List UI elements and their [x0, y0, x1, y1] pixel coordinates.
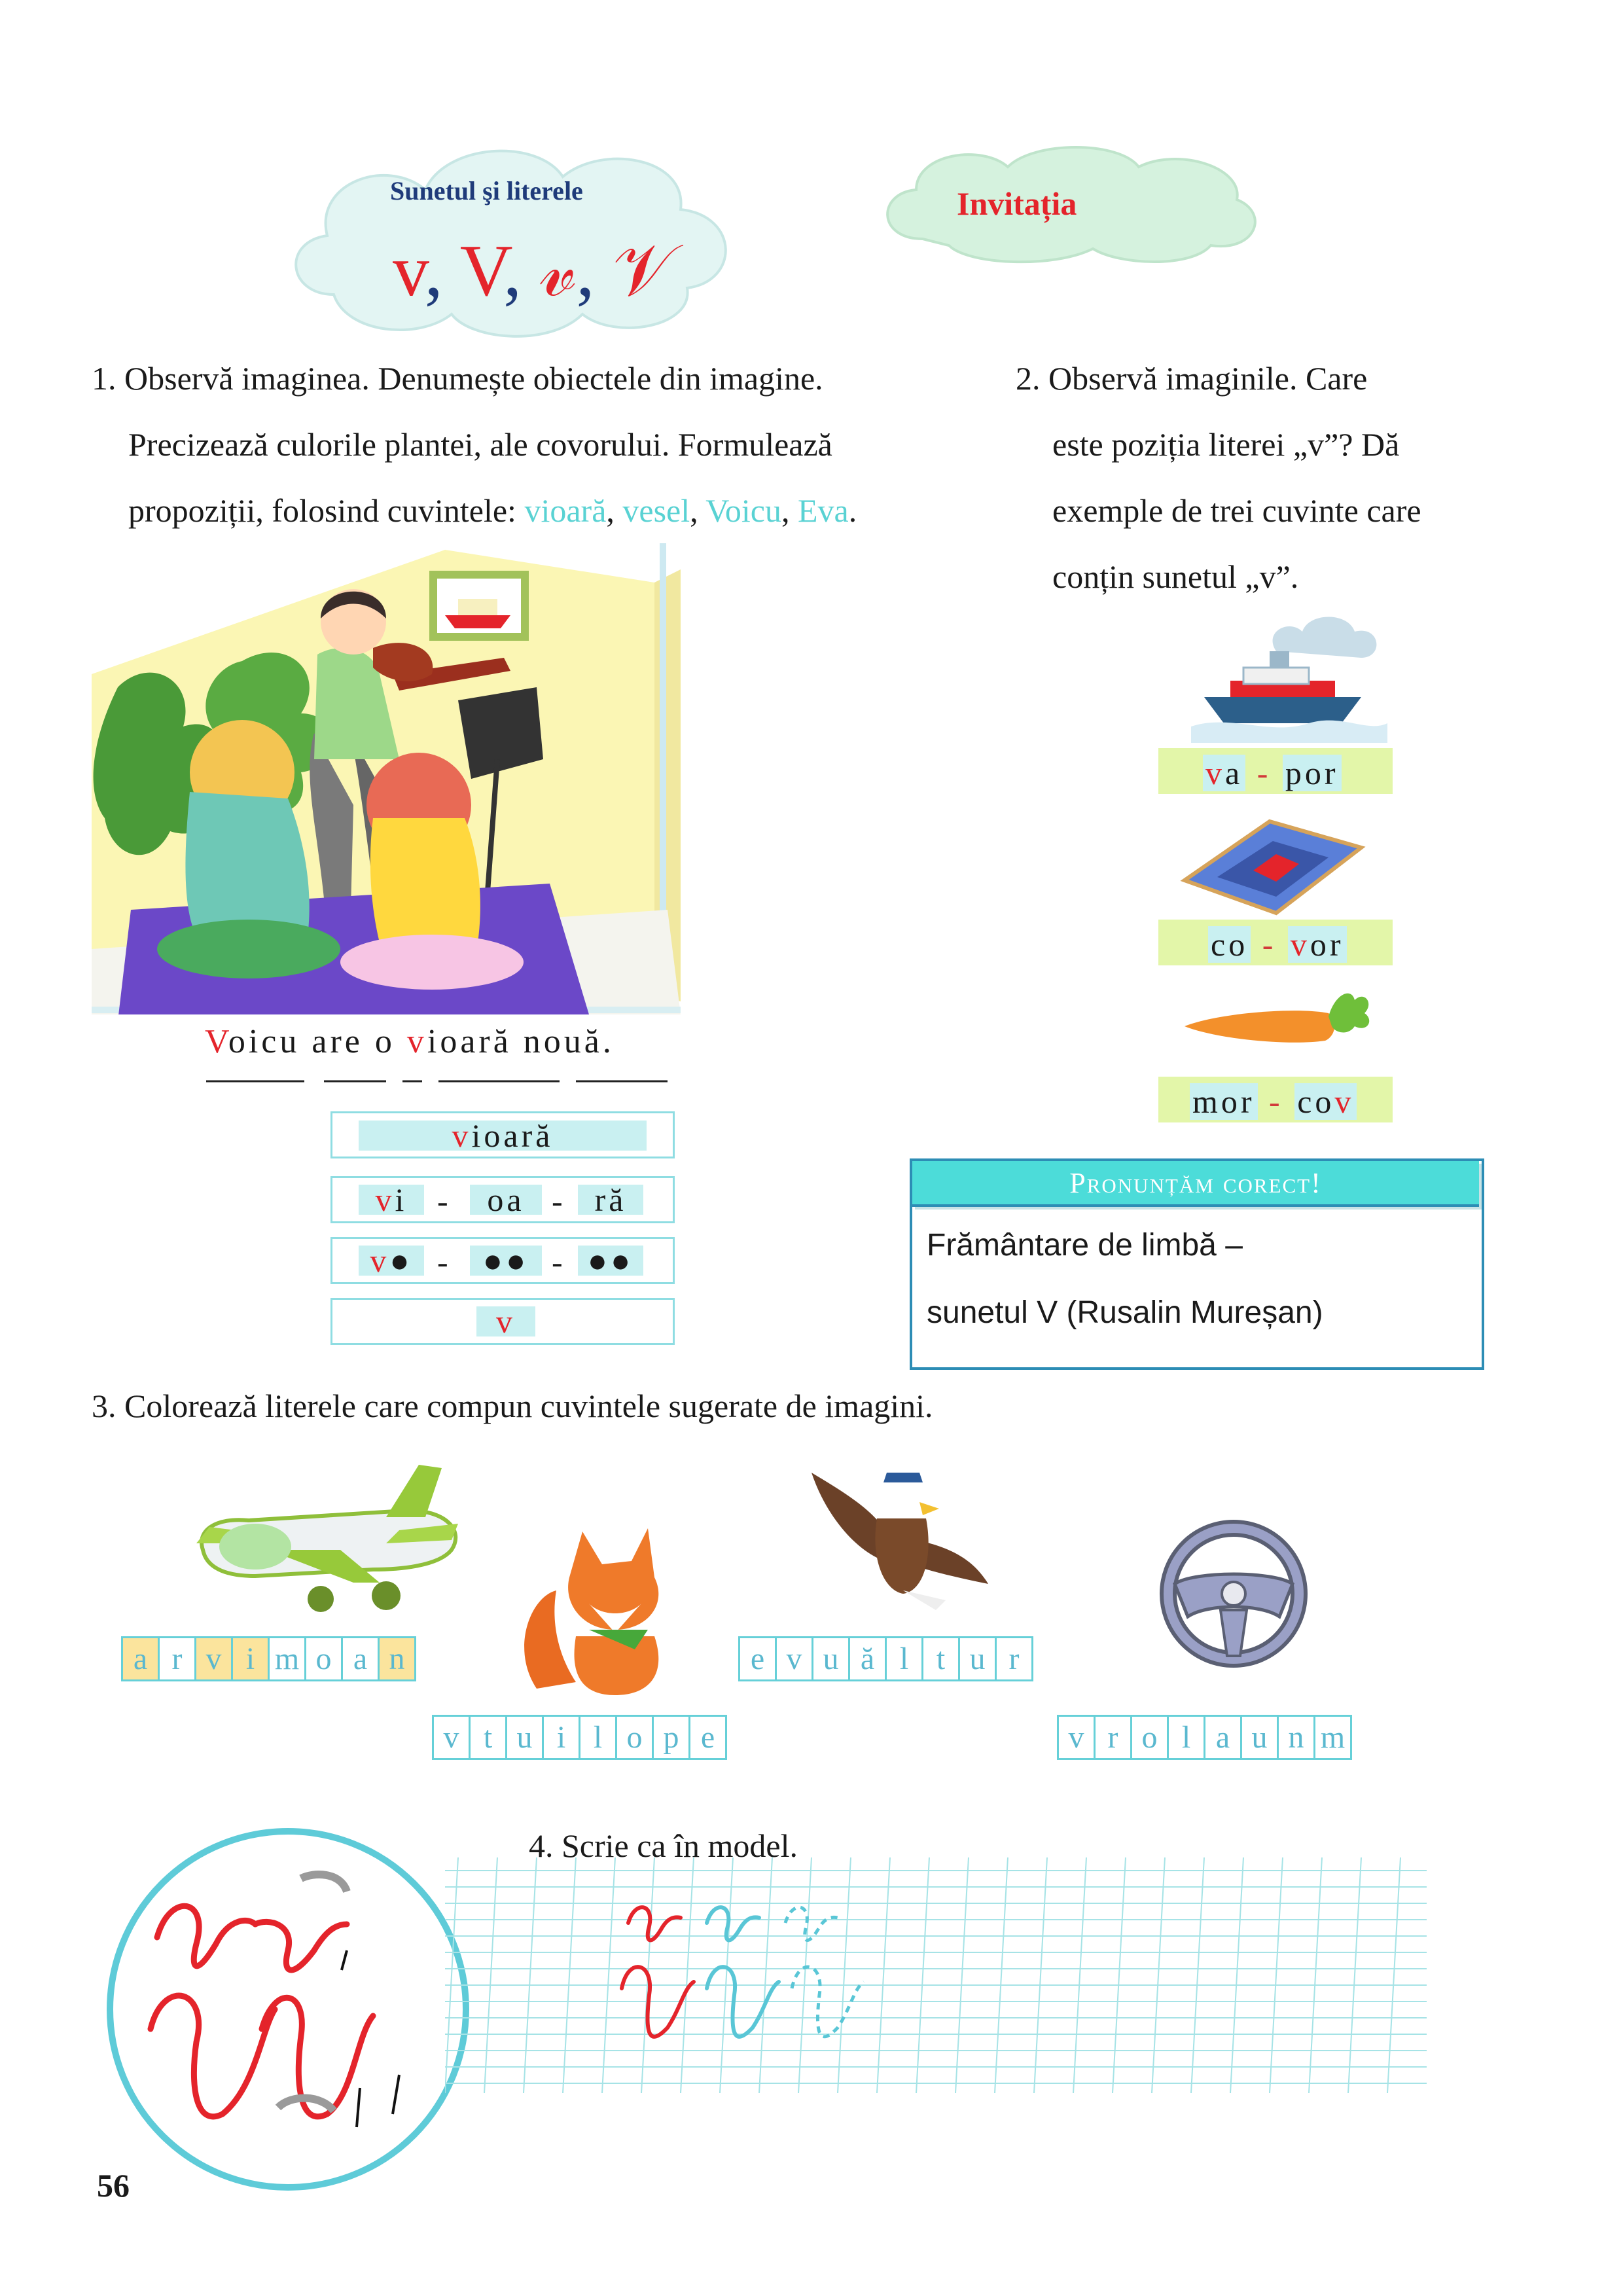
- grid-cell[interactable]: a: [1205, 1717, 1242, 1758]
- grid-cell[interactable]: l: [887, 1638, 923, 1679]
- pronuntam-line1: Frământare de limbă –: [927, 1228, 1243, 1263]
- grid-cell[interactable]: e: [700, 1720, 715, 1755]
- sound-group-1: v●: [359, 1246, 424, 1276]
- example-sentence: [205, 1022, 615, 1061]
- grid-cell[interactable]: r: [160, 1638, 196, 1679]
- lesson-letters: [393, 229, 674, 314]
- grid-cell[interactable]: t: [923, 1638, 960, 1679]
- grid-cell[interactable]: e: [740, 1638, 777, 1679]
- sentence-part: ioară nouă: [427, 1023, 603, 1060]
- grid-cell[interactable]: u: [507, 1717, 544, 1758]
- letter-V-cursive: 𝒱: [613, 230, 674, 312]
- page-number: 56: [97, 2167, 130, 2204]
- word-morcov: mor - cov: [1190, 1083, 1357, 1121]
- ex1-line3: propoziții, folosind cuvintele: vioară, vesel, Voicu, Eva.: [128, 492, 857, 529]
- exercise-1-text: [92, 346, 1001, 544]
- syllable-dash: -: [552, 1183, 563, 1219]
- grid-cell[interactable]: r: [1008, 1641, 1020, 1676]
- ex2-line4: conțin sunetul „v”.: [1052, 558, 1299, 595]
- word-covor: co - vor: [1208, 925, 1347, 963]
- syllable-3: ră: [578, 1185, 643, 1215]
- grid-cell[interactable]: ă: [850, 1638, 887, 1679]
- comma: ,: [503, 230, 522, 312]
- grid-cell[interactable]: l: [1169, 1717, 1205, 1758]
- grid-cell[interactable]: v: [777, 1638, 813, 1679]
- sentence-v1: V: [205, 1023, 228, 1060]
- ex2-line2: este poziția literei „v”? Dă: [1052, 426, 1400, 463]
- grid-cell[interactable]: o: [617, 1717, 654, 1758]
- sentence-v2: v: [406, 1023, 427, 1060]
- grid-cell[interactable]: a: [123, 1638, 160, 1679]
- ship-image: [1191, 605, 1387, 743]
- ex2-line3: exemple de trei cuvinte care: [1052, 492, 1421, 529]
- word-voicu: Voicu: [705, 492, 781, 529]
- letter-grid-volan: [1057, 1715, 1352, 1760]
- ex1-line2: Precizează culorile plantei, ale covorului. Formulează: [128, 426, 832, 463]
- sound-dash: -: [437, 1244, 448, 1280]
- syllable-1: vi: [359, 1185, 424, 1215]
- grid-cell[interactable]: n: [380, 1638, 414, 1679]
- sentence-part: oicu are o: [228, 1023, 407, 1060]
- letter-v-print: v: [393, 230, 425, 312]
- grid-cell[interactable]: v: [434, 1717, 471, 1758]
- sentence-underlines: [200, 1073, 677, 1093]
- grid-cell[interactable]: m: [270, 1638, 306, 1679]
- word-vesel: vesel: [622, 492, 690, 529]
- lesson-subtitle: Sunetul şi literele: [390, 176, 583, 206]
- airplane-image: [190, 1458, 471, 1622]
- grid-cell[interactable]: o: [306, 1638, 343, 1679]
- letter-grid-vultur: [738, 1636, 1033, 1681]
- word-vioara: vioară: [524, 492, 607, 529]
- grid-cell[interactable]: t: [471, 1717, 507, 1758]
- grid-cell[interactable]: r: [1096, 1717, 1132, 1758]
- sound-group-3: ●●: [578, 1246, 643, 1276]
- letter-V-print: V: [459, 230, 504, 312]
- grid-cell[interactable]: m: [1320, 1720, 1346, 1755]
- fox-image: [517, 1518, 687, 1702]
- writing-model-circle: [98, 1813, 478, 2206]
- grid-cell[interactable]: v: [196, 1638, 233, 1679]
- grid-cell[interactable]: o: [1132, 1717, 1169, 1758]
- grid-cell[interactable]: l: [580, 1717, 617, 1758]
- sound-dash: -: [552, 1244, 563, 1280]
- letter-grid-avion: [121, 1636, 416, 1681]
- grid-cell[interactable]: n: [1279, 1717, 1315, 1758]
- writing-grid: [445, 1857, 1427, 2093]
- ex1-line1: 1. Observă imaginea. Denumește obiectele din imagine.: [92, 360, 823, 397]
- grid-cell[interactable]: p: [654, 1717, 690, 1758]
- syllable-dash: -: [437, 1183, 448, 1219]
- exercise-3-text: 3. Colorează literele care compun cuvintele sugerate de imagini.: [92, 1388, 933, 1424]
- steering-wheel-image: [1155, 1518, 1312, 1669]
- exercise-2-text: [1016, 346, 1513, 610]
- grid-cell[interactable]: i: [233, 1638, 270, 1679]
- word-vapor: va - por: [1203, 754, 1342, 792]
- grid-cell[interactable]: i: [544, 1717, 580, 1758]
- scheme-word: vioară: [359, 1121, 647, 1151]
- grid-cell[interactable]: u: [813, 1638, 850, 1679]
- word-eva: Eva: [797, 492, 849, 529]
- letter-v-cursive: 𝓋: [540, 230, 577, 312]
- violin-room-illustration: [92, 543, 681, 1014]
- exercise-4-text: 4. Scrie ca în model.: [529, 1827, 798, 1864]
- pronuntam-line2: sunetul V (Rusalin Mureșan): [927, 1295, 1323, 1330]
- letter-grid-vulpe: [432, 1715, 727, 1760]
- grid-cell[interactable]: a: [343, 1638, 380, 1679]
- scheme-letter: v: [476, 1306, 535, 1336]
- grid-cell[interactable]: v: [1059, 1717, 1096, 1758]
- sound-group-2: ●●: [470, 1246, 542, 1276]
- carrot-image: [1178, 987, 1374, 1059]
- lesson-title: Invitația: [957, 185, 1077, 222]
- sentence-period: .: [602, 1023, 615, 1060]
- grid-cell[interactable]: u: [1242, 1717, 1279, 1758]
- comma: ,: [424, 230, 443, 312]
- ex2-line1: 2. Observă imaginile. Care: [1016, 360, 1368, 397]
- comma: ,: [576, 230, 595, 312]
- eagle-image: [805, 1453, 995, 1617]
- grid-cell[interactable]: u: [960, 1638, 997, 1679]
- carpet-image: [1171, 808, 1368, 920]
- syllable-2: oa: [470, 1185, 542, 1215]
- pronuntam-title: Pronunțăm corect!: [1069, 1167, 1322, 1199]
